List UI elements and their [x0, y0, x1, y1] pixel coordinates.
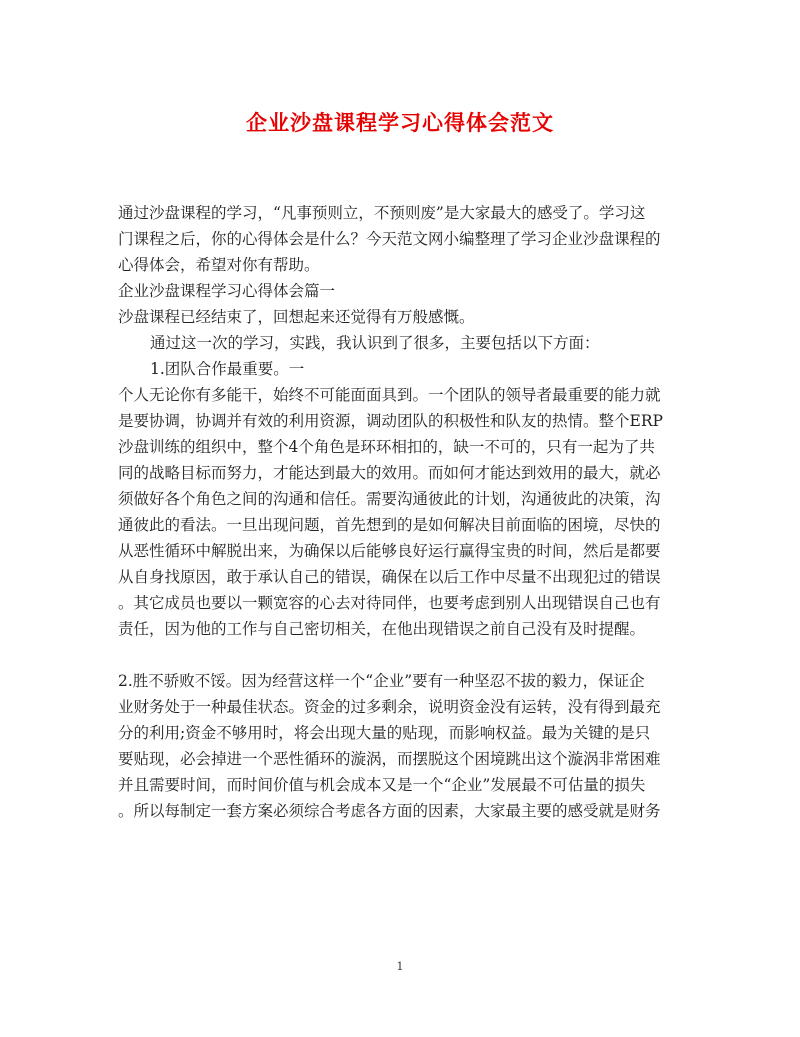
paragraph-line: 通过这一次的学习，实践，我认识到了很多，主要包括以下方面：	[150, 334, 600, 352]
paragraph-line: 是要协调，协调并有效的利用资源，调动团队的积极性和队友的热情。整个ERP	[118, 412, 663, 430]
paragraph-line: 从恶性循环中解脱出来，为确保以后能够良好运行赢得宝贵的时间，然后是都要	[118, 542, 661, 560]
list-item-heading: 1.团队合作最重要。一	[150, 360, 305, 378]
paragraph-line: 2.胜不骄败不馁。因为经营这样一个“企业”要有一种坚忍不拔的毅力，保证企	[118, 672, 645, 690]
paragraph-line: 从自身找原因，敢于承认自己的错误，确保在以后工作中尽量不出现犯过的错误	[118, 568, 661, 586]
document-body	[118, 200, 686, 824]
paragraph-line: 通过沙盘课程的学习，“凡事预则立，不预则废”是大家最大的感受了。学习这	[118, 204, 646, 222]
paragraph-line: 心得体会，希望对你有帮助。	[118, 256, 320, 274]
paragraph-line: 须做好各个角色之间的沟通和信任。需要沟通彼此的计划，沟通彼此的决策，沟	[118, 490, 661, 508]
page-number: 1	[396, 960, 404, 973]
document-title: 企业沙盘课程学习心得体会范文	[246, 110, 554, 135]
paragraph-line: 分的利用;资金不够用时，将会出现大量的贴现，而影响权益。最为关键的是只	[118, 724, 651, 742]
paragraph-line: 。所以每制定一套方案必须综合考虑各方面的因素，大家最主要的感受就是财务	[118, 802, 661, 820]
paragraph-line: 责任，因为他的工作与自己密切相关，在他出现错误之前自己没有及时提醒。	[118, 620, 646, 638]
paragraph-line: 沙盘课程已经结束了，回想起来还觉得有万般感慨。	[118, 308, 475, 326]
section-heading: 企业沙盘课程学习心得体会篇一	[118, 282, 336, 300]
paragraph-line: 沙盘训练的组织中，整个4个角色是环环相扣的，缺一不可的，只有一起为了共	[118, 438, 655, 456]
paragraph-line: 要贴现，必会掉进一个恶性循环的漩涡，而摆脱这个困境跳出这个漩涡非常困难	[118, 750, 661, 768]
paragraph-line: 门课程之后，你的心得体会是什么？今天范文网小编整理了学习企业沙盘课程的	[118, 230, 661, 248]
paragraph-line: 。其它成员也要以一颗宽容的心去对待同伴，也要考虑到别人出现错误自己也有	[118, 594, 661, 612]
paragraph-spacer	[118, 642, 686, 668]
paragraph-line: 并且需要时间，而时间价值与机会成本又是一个“企业”发展最不可估量的损失	[118, 776, 646, 794]
paragraph-line: 同的战略目标而努力，才能达到最大的效用。而如何才能达到效用的最大，就必	[118, 464, 661, 482]
paragraph-line: 业财务处于一种最佳状态。资金的过多剩余，说明资金没有运转，没有得到最充	[118, 698, 661, 716]
paragraph-line: 个人无论你有多能干，始终不可能面面具到。一个团队的领导者最重要的能力就	[118, 386, 661, 404]
paragraph-line: 通彼此的看法。一旦出现问题，首先想到的是如何解决目前面临的困境，尽快的	[118, 516, 661, 534]
